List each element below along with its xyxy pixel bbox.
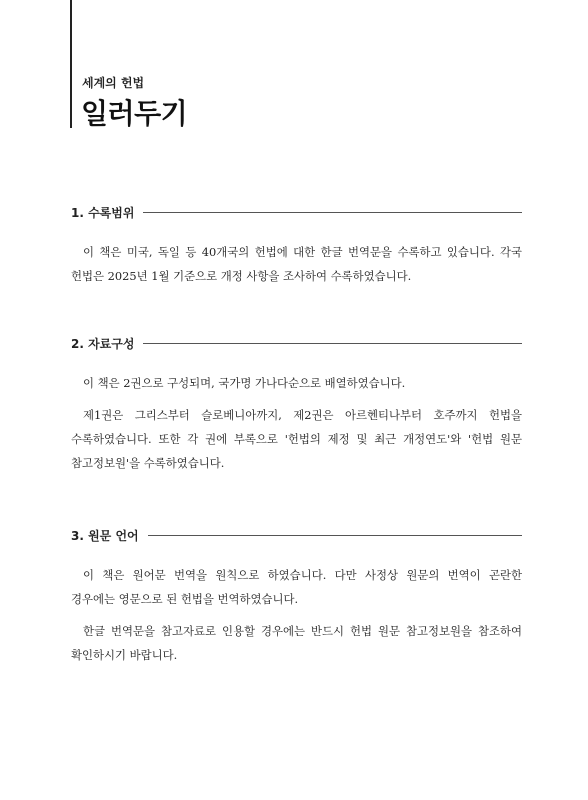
section-source-language — [71, 526, 522, 675]
section-heading — [71, 334, 522, 352]
section-heading — [71, 526, 522, 544]
section-scope — [71, 203, 522, 296]
paragraph: 제1권은 그리스부터 슬로베니아까지, 제2권은 아르헨티나부터 호주까지 헌법을 수록하였습니다. 또한 각 권에 부록으로 '헌법의 제정 및 최근 개정연도'와 '헌법 원문 참고정보원'을 수록하였습니다. — [71, 408, 522, 470]
section-heading-rule — [148, 535, 522, 536]
paragraph: 이 책은 2권으로 구성되며, 국가명 가나다순으로 배열하였습니다. — [83, 376, 406, 390]
header-vertical-rule — [70, 0, 72, 128]
section-heading-text: 2. 자료구성 — [71, 336, 135, 351]
section-heading-rule — [143, 212, 522, 213]
section-heading — [71, 203, 522, 221]
paragraph: 이 책은 미국, 독일 등 40개국의 헌법에 대한 한글 번역문을 수록하고 있습니다. 각국 헌법은 2025년 1월 기준으로 개정 사항을 조사하여 수록하였습니다. — [71, 245, 522, 283]
section-heading-rule — [143, 343, 522, 344]
section-heading-text: 3. 원문 언어 — [71, 528, 139, 543]
book-title: 세계의 헌법 — [82, 76, 145, 90]
paragraph: 이 책은 원어문 번역을 원칙으로 하였습니다. 다만 사정상 원문의 번역이 곤란한 경우에는 영문으로 된 헌법을 번역하였습니다. — [71, 568, 522, 606]
section-heading-text: 1. 수록범위 — [71, 205, 135, 220]
page-title: 일러두기 — [81, 97, 188, 130]
section-composition — [71, 334, 522, 483]
paragraph: 한글 번역문을 참고자료로 인용할 경우에는 반드시 헌법 원문 참고정보원을 참조하여 확인하시기 바랍니다. — [71, 624, 522, 662]
